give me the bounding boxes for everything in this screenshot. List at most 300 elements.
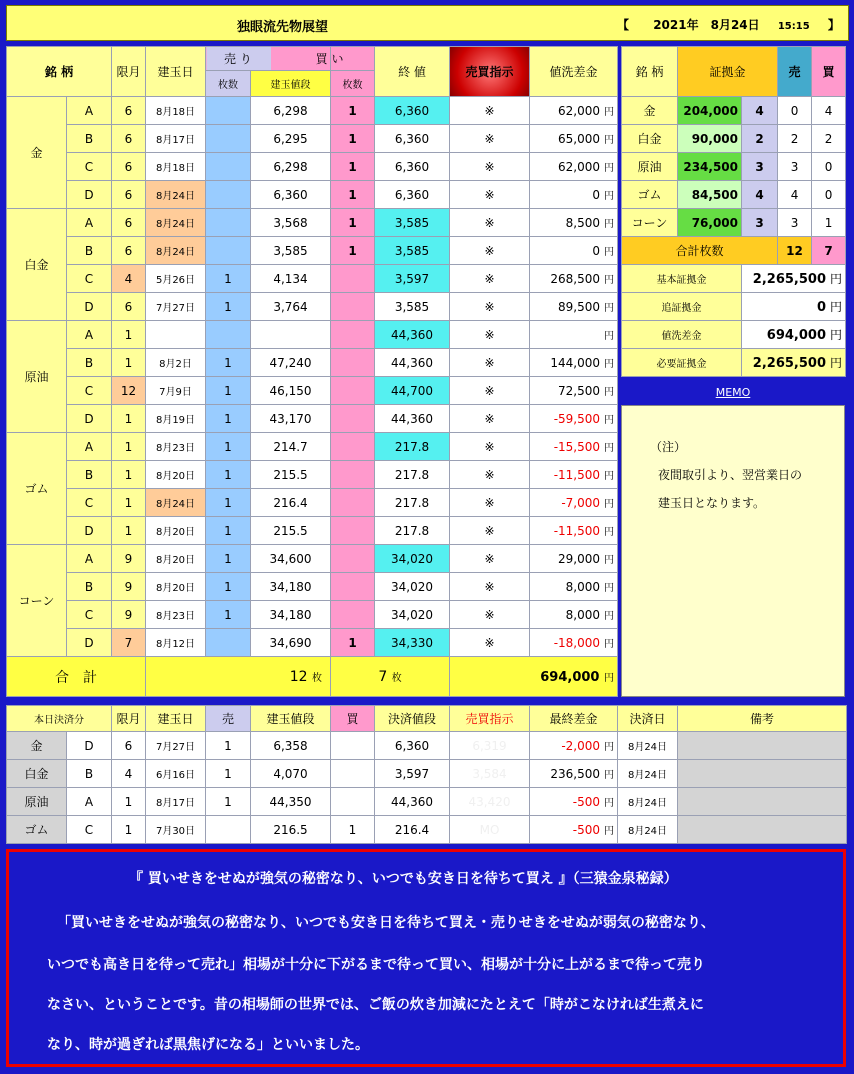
open-date-cell: 8月19日: [146, 405, 206, 433]
margin-buy: 4: [812, 97, 846, 125]
neara-cell: [530, 489, 618, 517]
trade-instruction-cell: ※: [450, 601, 530, 629]
month-cell: 1: [112, 433, 146, 461]
settle-final-value: -2,000: [561, 739, 600, 753]
buy-count-cell: [331, 601, 375, 629]
open-date-cell: 8月23日: [146, 433, 206, 461]
margin-buy: 0: [812, 153, 846, 181]
header-tategyokubi: 建玉日: [146, 47, 206, 97]
buy-count-cell: [331, 349, 375, 377]
settle-open-price: 6,358: [251, 732, 331, 760]
neara-value: 268,500: [550, 272, 601, 286]
month-cell: 1: [112, 349, 146, 377]
contract-key: D: [67, 629, 112, 657]
settle-header-label: 本日決済分: [7, 706, 112, 732]
table-row: [7, 545, 618, 573]
settle-header-baibai: 売買指示: [450, 706, 530, 732]
sell-count-cell: 1: [206, 601, 251, 629]
header-uri-kai: 売 り 買 い: [206, 47, 331, 71]
settle-open-price: 4,070: [251, 760, 331, 788]
table-row: [7, 489, 618, 517]
trade-instruction-cell: ※: [450, 237, 530, 265]
trade-instruction-cell: ※: [450, 629, 530, 657]
sell-count-cell: [206, 97, 251, 125]
settle-notes: [678, 788, 847, 816]
yen-unit: 円: [604, 275, 615, 286]
settle-name: ゴム: [7, 816, 67, 844]
sell-count-cell: [206, 321, 251, 349]
trade-instruction-cell: ※: [450, 125, 530, 153]
close-price-cell: 3,585: [375, 293, 450, 321]
open-price-cell: 3,585: [251, 237, 331, 265]
neara-cell: [530, 349, 618, 377]
memo-panel: [621, 405, 845, 697]
open-date-cell: 8月20日: [146, 517, 206, 545]
neara-cell: [530, 265, 618, 293]
open-date-cell: 8月20日: [146, 461, 206, 489]
neara-cell: [530, 321, 618, 349]
settle-header-nedan: 建玉値段: [251, 706, 331, 732]
contract-key: A: [67, 545, 112, 573]
neara-cell: [530, 601, 618, 629]
close-price-cell: 6,360: [375, 125, 450, 153]
contract-key: D: [67, 517, 112, 545]
settle-header-tategyokubi: 建玉日: [146, 706, 206, 732]
total-label: 合 計: [7, 657, 146, 697]
open-price-cell: 43,170: [251, 405, 331, 433]
table-row: [7, 97, 618, 125]
neara-value: -59,500: [553, 412, 601, 426]
summary-amount: 694,000: [766, 328, 826, 343]
sell-count-cell: [206, 209, 251, 237]
buy-count-cell: [331, 545, 375, 573]
margin-total-sell: 12: [778, 237, 812, 265]
yen-unit: 円: [604, 163, 615, 174]
contract-key: B: [67, 237, 112, 265]
margin-sell: 3: [778, 209, 812, 237]
close-price-cell: 3,585: [375, 237, 450, 265]
sell-count-cell: [206, 181, 251, 209]
open-price-cell: 3,764: [251, 293, 331, 321]
sell-count-cell: 1: [206, 349, 251, 377]
title-bar: [6, 5, 849, 41]
memo-link[interactable]: MEMO: [715, 386, 751, 399]
sell-count-cell: [206, 125, 251, 153]
neara-value: 62,000: [558, 104, 601, 118]
open-date-cell: 8月20日: [146, 545, 206, 573]
trade-instruction-cell: ※: [450, 293, 530, 321]
contract-key: D: [67, 293, 112, 321]
settle-month: 1: [112, 788, 146, 816]
sell-count-cell: 1: [206, 293, 251, 321]
open-price-cell: 216.4: [251, 489, 331, 517]
close-price-cell: 6,360: [375, 153, 450, 181]
month-cell: 6: [112, 125, 146, 153]
summary-row: [622, 293, 846, 321]
margin-name: 金: [622, 97, 678, 125]
trade-instruction-cell: ※: [450, 265, 530, 293]
margin-sell: 3: [778, 153, 812, 181]
open-price-cell: 34,180: [251, 573, 331, 601]
sell-count-cell: 1: [206, 517, 251, 545]
settle-open-date: 6月16日: [146, 760, 206, 788]
settle-close-price: 6,360: [375, 732, 450, 760]
table-row: [7, 573, 618, 601]
yen-unit: 円: [604, 770, 614, 781]
open-price-cell: [251, 321, 331, 349]
open-date-cell: 8月24日: [146, 181, 206, 209]
buy-count-cell: [331, 293, 375, 321]
settle-key: C: [67, 816, 112, 844]
table-row: [7, 629, 618, 657]
settle-final-cell: [530, 732, 618, 760]
margin-row: [622, 153, 846, 181]
header-maisu-sell: 枚数: [206, 71, 251, 97]
settle-header-kessai: 決済値段: [375, 706, 450, 732]
yen-unit: 円: [604, 107, 615, 118]
open-price-cell: 47,240: [251, 349, 331, 377]
neara-value: 144,000: [550, 356, 601, 370]
margin-buy: 0: [812, 181, 846, 209]
summary-value: [742, 349, 846, 377]
month-cell: 7: [112, 629, 146, 657]
header-maisu-buy: 枚数: [331, 71, 375, 97]
sell-count-cell: 1: [206, 545, 251, 573]
table-row: [7, 405, 618, 433]
open-price-cell: 46,150: [251, 377, 331, 405]
settle-final-value: -500: [572, 795, 600, 809]
open-date-cell: 8月24日: [146, 489, 206, 517]
close-price-cell: 217.8: [375, 433, 450, 461]
settle-instruction: MO: [450, 816, 530, 844]
time-text: 15:15: [777, 21, 810, 32]
open-price-cell: 34,600: [251, 545, 331, 573]
neara-value: -11,500: [553, 524, 601, 538]
yen-unit: 円: [604, 826, 614, 837]
contract-key: C: [67, 601, 112, 629]
margin-buy: 2: [812, 125, 846, 153]
total-sell: 12 枚: [146, 657, 331, 697]
settle-sell: 1: [206, 732, 251, 760]
close-price-cell: 44,360: [375, 349, 450, 377]
trade-instruction-cell: ※: [450, 209, 530, 237]
margin-row: [622, 125, 846, 153]
settle-buy: [331, 732, 375, 760]
trade-instruction-cell: ※: [450, 489, 530, 517]
settle-final-cell: [530, 816, 618, 844]
settle-close-price: 216.4: [375, 816, 450, 844]
yen-unit: 円: [604, 415, 615, 426]
positions-table: [6, 46, 618, 697]
contract-key: A: [67, 321, 112, 349]
settle-open-price: 216.5: [251, 816, 331, 844]
settle-header-saishu: 最終差金: [530, 706, 618, 732]
contract-key: C: [67, 377, 112, 405]
open-price-cell: 4,134: [251, 265, 331, 293]
group-name: 白金: [7, 209, 67, 321]
yen-unit: 円: [604, 499, 615, 510]
table-row: [7, 181, 618, 209]
yen-unit: 円: [604, 443, 615, 454]
settle-header-kai: 買: [331, 706, 375, 732]
yen-unit: 円: [604, 527, 615, 538]
open-date-cell: 5月26日: [146, 265, 206, 293]
settle-final-cell: [530, 760, 618, 788]
table-row: [7, 293, 618, 321]
summary-value: [742, 321, 846, 349]
yen-unit: 円: [604, 303, 615, 314]
buy-count-cell: [331, 405, 375, 433]
month-cell: 6: [112, 293, 146, 321]
settle-header-uri: 売: [206, 706, 251, 732]
yen-unit: 円: [830, 328, 843, 342]
table-row: [7, 461, 618, 489]
open-price-cell: 6,298: [251, 97, 331, 125]
margin-count: 2: [742, 125, 778, 153]
header-neara: 値洗差金: [530, 47, 618, 97]
close-price-cell: 34,020: [375, 545, 450, 573]
buy-count-cell: [331, 517, 375, 545]
neara-cell: [530, 209, 618, 237]
trade-instruction-cell: ※: [450, 321, 530, 349]
yen-unit: 円: [604, 387, 615, 398]
yen-unit: 円: [604, 555, 615, 566]
month-cell: 6: [112, 97, 146, 125]
yen-unit: 円: [604, 639, 615, 650]
neara-value: 0: [592, 244, 601, 258]
summary-row: [622, 321, 846, 349]
settle-header-kessaibi: 決済日: [618, 706, 678, 732]
settle-notes: [678, 816, 847, 844]
month-cell: 1: [112, 517, 146, 545]
yen-unit: 円: [830, 272, 843, 286]
yen-unit: 円: [604, 611, 615, 622]
sell-count-cell: 1: [206, 573, 251, 601]
buy-count-cell: 1: [331, 181, 375, 209]
neara-value: 62,000: [558, 160, 601, 174]
month-cell: 1: [112, 405, 146, 433]
settle-date: 8月24日: [618, 760, 678, 788]
trade-instruction-cell: ※: [450, 545, 530, 573]
quote-title: 『 買いせきをせぬが強気の秘密なり、いつでも安き日を待ちて買え 』（三猿金泉秘録）: [129, 871, 678, 887]
margin-name: ゴム: [622, 181, 678, 209]
yen-unit: 円: [604, 191, 615, 202]
settle-notes: [678, 760, 847, 788]
contract-key: B: [67, 573, 112, 601]
neara-value: 72,500: [558, 384, 601, 398]
close-price-cell: 3,597: [375, 265, 450, 293]
yen-unit: 円: [604, 359, 615, 370]
month-cell: 1: [112, 321, 146, 349]
close-price-cell: 44,360: [375, 321, 450, 349]
settle-close-price: 44,360: [375, 788, 450, 816]
close-price-cell: 217.8: [375, 461, 450, 489]
table-row: [7, 433, 618, 461]
neara-value: -18,000: [553, 636, 601, 650]
settle-name: 金: [7, 732, 67, 760]
buy-count-cell: 1: [331, 153, 375, 181]
open-price-cell: 215.5: [251, 517, 331, 545]
settle-buy: [331, 788, 375, 816]
neara-value: 8,000: [565, 608, 601, 622]
group-name: ゴム: [7, 433, 67, 545]
contract-key: B: [67, 349, 112, 377]
margin-total-label: 合計枚数: [622, 237, 778, 265]
neara-value: -11,500: [553, 468, 601, 482]
header-gengetsu: 限月: [112, 47, 146, 97]
trade-instruction-cell: ※: [450, 573, 530, 601]
settle-sell: [206, 816, 251, 844]
trade-instruction-cell: ※: [450, 461, 530, 489]
buy-count-cell: 1: [331, 209, 375, 237]
margin-buy: 1: [812, 209, 846, 237]
open-date-cell: 7月27日: [146, 293, 206, 321]
month-cell: 4: [112, 265, 146, 293]
table-row: [7, 209, 618, 237]
margin-amount: 234,500: [678, 153, 742, 181]
open-date-cell: [146, 321, 206, 349]
open-price-cell: 6,360: [251, 181, 331, 209]
open-price-cell: 6,295: [251, 125, 331, 153]
neara-cell: [530, 545, 618, 573]
contract-key: C: [67, 153, 112, 181]
margin-amount: 90,000: [678, 125, 742, 153]
open-date-cell: 8月17日: [146, 125, 206, 153]
summary-amount: 0: [816, 300, 826, 315]
buy-count-cell: 1: [331, 629, 375, 657]
buy-count-cell: [331, 489, 375, 517]
open-date-cell: 8月23日: [146, 601, 206, 629]
month-cell: 12: [112, 377, 146, 405]
settle-sell: 1: [206, 760, 251, 788]
group-name: 金: [7, 97, 67, 209]
yen-unit: 円: [604, 247, 615, 258]
buy-count-cell: [331, 461, 375, 489]
settle-instruction: 6,319: [450, 732, 530, 760]
summary-row: [622, 265, 846, 293]
contract-key: A: [67, 97, 112, 125]
buy-count-cell: 1: [331, 237, 375, 265]
settle-open-price: 44,350: [251, 788, 331, 816]
table-row: [7, 601, 618, 629]
margin-name: 白金: [622, 125, 678, 153]
neara-cell: [530, 97, 618, 125]
settle-key: A: [67, 788, 112, 816]
trade-instruction-cell: ※: [450, 97, 530, 125]
datetime: 【 2021年 8月24日 15:15 】: [617, 18, 840, 32]
margin-header-uri: 売: [778, 47, 812, 97]
contract-key: B: [67, 461, 112, 489]
contract-key: A: [67, 209, 112, 237]
sell-count-cell: [206, 237, 251, 265]
sell-count-cell: [206, 629, 251, 657]
contract-key: D: [67, 405, 112, 433]
contract-key: D: [67, 181, 112, 209]
settle-month: 6: [112, 732, 146, 760]
open-price-cell: 34,690: [251, 629, 331, 657]
neara-cell: [530, 573, 618, 601]
summary-amount: 2,265,500: [752, 356, 826, 371]
settle-name: 白金: [7, 760, 67, 788]
margin-count: 4: [742, 97, 778, 125]
sell-count-cell: 1: [206, 377, 251, 405]
month-cell: 6: [112, 181, 146, 209]
margin-sell: 0: [778, 97, 812, 125]
yen-unit: 円: [830, 300, 843, 314]
contract-key: A: [67, 433, 112, 461]
yen-unit: 円: [830, 356, 843, 370]
neara-value: 89,500: [558, 300, 601, 314]
memo-note-line1: 夜間取引より、翌営業日の: [658, 468, 803, 482]
neara-cell: [530, 153, 618, 181]
open-date-cell: 8月2日: [146, 349, 206, 377]
open-date-cell: 8月24日: [146, 209, 206, 237]
month-cell: 9: [112, 545, 146, 573]
margin-sell: 2: [778, 125, 812, 153]
settle-date: 8月24日: [618, 816, 678, 844]
buy-count-cell: [331, 573, 375, 601]
settle-notes: [678, 732, 847, 760]
open-price-cell: 34,180: [251, 601, 331, 629]
summary-label: 値洗差金: [622, 321, 742, 349]
month-cell: 9: [112, 601, 146, 629]
total-buy: 7 枚: [331, 657, 450, 697]
settle-instruction: 43,420: [450, 788, 530, 816]
yen-unit: 円: [604, 135, 615, 146]
summary-amount: 2,265,500: [752, 272, 826, 287]
margin-count: 4: [742, 181, 778, 209]
close-price-cell: 6,360: [375, 181, 450, 209]
margin-count: 3: [742, 209, 778, 237]
open-price-cell: 215.5: [251, 461, 331, 489]
neara-value: -15,500: [553, 440, 601, 454]
table-row: [7, 265, 618, 293]
sell-count-cell: 1: [206, 489, 251, 517]
margin-total-buy: 7: [812, 237, 846, 265]
trade-instruction-cell: ※: [450, 349, 530, 377]
summary-value: [742, 293, 846, 321]
open-date-cell: 8月24日: [146, 237, 206, 265]
memo-note-title: （注）: [650, 440, 687, 454]
margin-amount: 84,500: [678, 181, 742, 209]
neara-value: 8,500: [565, 216, 601, 230]
header-owarine: 終 値: [375, 47, 450, 97]
settle-sell: 1: [206, 788, 251, 816]
close-price-cell: 217.8: [375, 489, 450, 517]
neara-cell: [530, 461, 618, 489]
sell-count-cell: 1: [206, 461, 251, 489]
settle-row: [7, 816, 847, 844]
open-price-cell: 3,568: [251, 209, 331, 237]
month-cell: 6: [112, 153, 146, 181]
trade-instruction-cell: ※: [450, 433, 530, 461]
neara-value: 29,000: [558, 552, 601, 566]
open-date-cell: 7月9日: [146, 377, 206, 405]
summary-label: 基本証拠金: [622, 265, 742, 293]
buy-count-cell: [331, 265, 375, 293]
neara-cell: [530, 293, 618, 321]
settle-final-value: 236,500: [550, 767, 600, 781]
contract-key: B: [67, 125, 112, 153]
neara-value: 65,000: [558, 132, 601, 146]
margin-amount: 76,000: [678, 209, 742, 237]
settle-key: B: [67, 760, 112, 788]
open-date-cell: 8月12日: [146, 629, 206, 657]
settle-open-date: 7月30日: [146, 816, 206, 844]
close-price-cell: 6,360: [375, 97, 450, 125]
summary-value: [742, 265, 846, 293]
sell-count-cell: 1: [206, 265, 251, 293]
